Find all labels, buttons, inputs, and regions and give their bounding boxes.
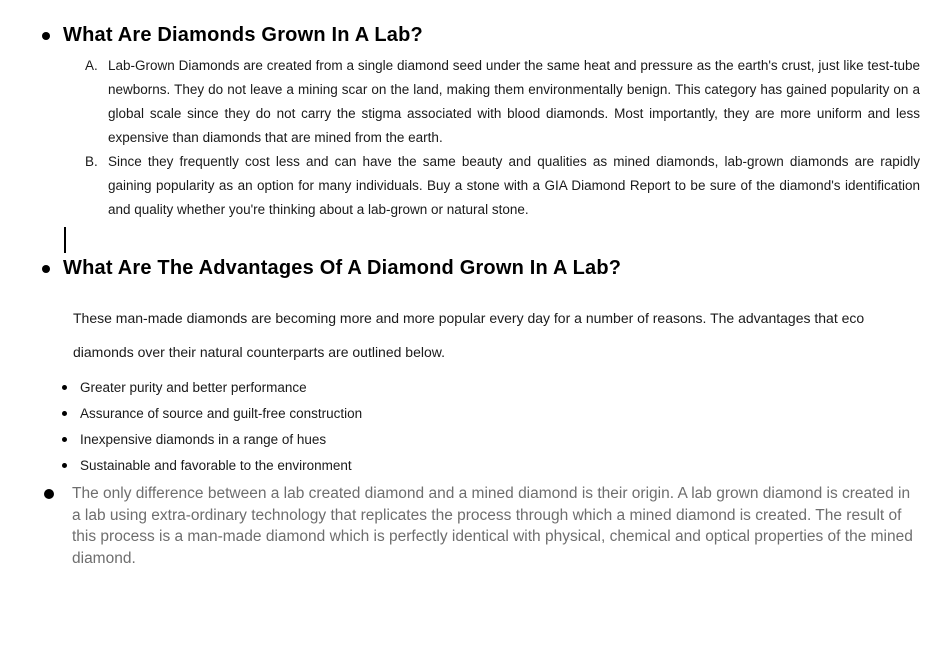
- list-item[interactable]: [62, 374, 362, 400]
- bullet-icon: [44, 489, 54, 499]
- heading-text: What Are Diamonds Grown In A Lab?: [63, 24, 423, 46]
- list-item[interactable]: [62, 400, 362, 426]
- list-marker-b: B.: [85, 154, 98, 169]
- bullet-icon: [62, 411, 67, 416]
- bullet-icon: [62, 463, 67, 468]
- list-item-text: Greater purity and better performance: [80, 379, 307, 395]
- list-item-text: Inexpensive diamonds in a range of hues: [80, 431, 327, 447]
- list-item-text: Assurance of source and guilt-free construction: [80, 405, 363, 421]
- text-cursor: [64, 227, 66, 253]
- heading-text: What Are The Advantages Of A Diamond Grown In A Lab?: [63, 257, 622, 279]
- bullet-icon: [42, 32, 50, 40]
- bullet-icon: [62, 385, 67, 390]
- list-item-a-text: Lab-Grown Diamonds are created from a single diamond seed under the same heat and pressure as the earth's crust, just like test-tube newborns. They do not leave a mining scar on the land, making them environmentally benign. This category has gained popularity on a global scale since they do not carry the stigma associated with blood diamonds. Most importantly, they are more uniform and less expensive than diamonds that are mined from the earth.: [108, 58, 920, 145]
- bullet-icon: [42, 265, 50, 273]
- intro-paragraph[interactable]: These man-made diamonds are becoming more and more popular every day for a number of reasons. The advantages that eco diamonds over their natural counterparts are outlined below.: [73, 310, 865, 360]
- list-item-a[interactable]: [85, 54, 920, 150]
- list-item-b[interactable]: [85, 150, 920, 222]
- section-heading-advantages[interactable]: [42, 257, 621, 280]
- section-heading-what-are-lab-diamonds[interactable]: [42, 24, 423, 47]
- advantages-list: [62, 374, 362, 478]
- note-paragraph-text: The only difference between a lab created diamond and a mined diamond is their origin. A lab grown diamond is created in a lab using extra-ordinary technology that replicates the process through which a mined diamond is created. The result of this process is a man-made diamond which is perfectly identical with physical, chemical and optical properties of the mined diamond.: [72, 485, 913, 567]
- list-item-text: Sustainable and favorable to the environment: [80, 457, 352, 473]
- list-item-b-text: Since they frequently cost less and can have the same beauty and qualities as mined diamonds, lab-grown diamonds are rapidly gaining popularity as an option for many individuals. Buy a stone with a GIA Diamond Report to be sure of the diamond's identification and quality whether you're thinking about a lab-grown or natural stone.: [108, 154, 920, 217]
- note-paragraph[interactable]: [44, 483, 916, 569]
- list-item[interactable]: [62, 426, 362, 452]
- list-item[interactable]: [62, 452, 362, 478]
- bullet-icon: [62, 437, 67, 442]
- list-marker-a: A.: [85, 58, 98, 73]
